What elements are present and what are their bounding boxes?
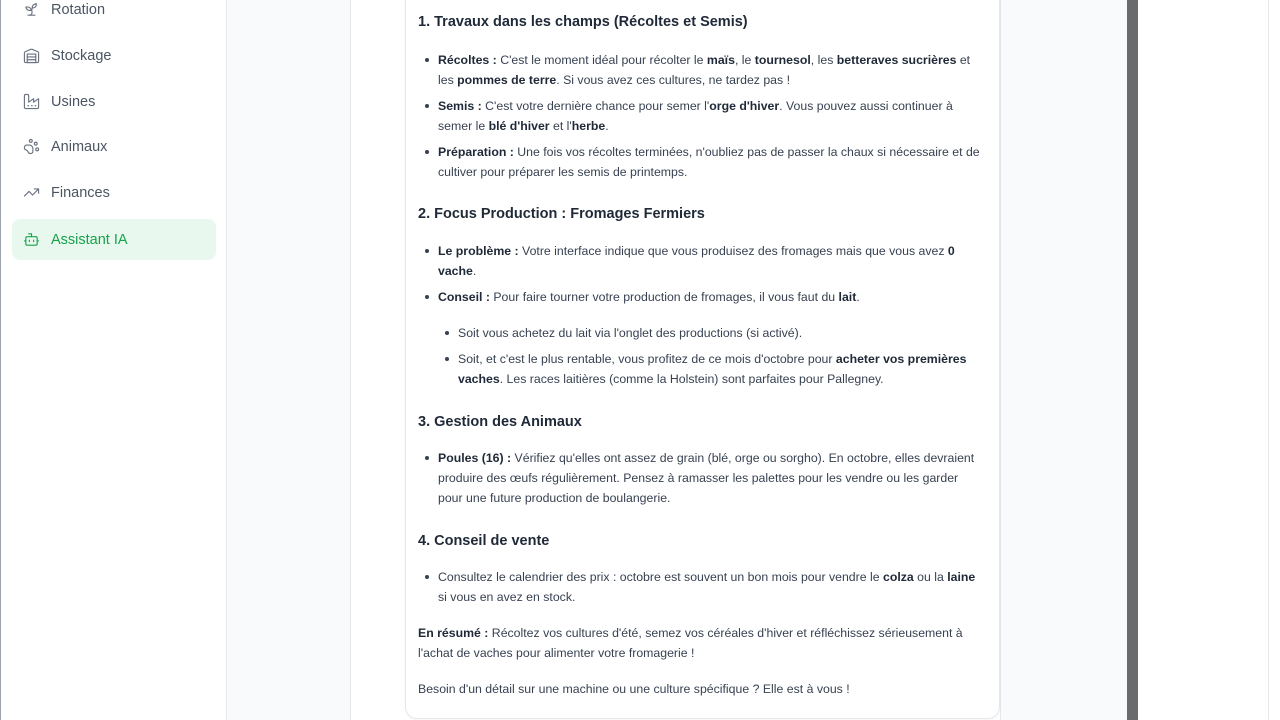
bullet-list — [438, 448, 978, 514]
factory-icon — [22, 93, 40, 111]
bot-icon — [22, 231, 40, 249]
list-item: Poules (16) : Vérifiez qu'elles ont assez de grain (blé, orge ou sorgho). En octobre, elles devraient produire des œufs régulièrement. Pensez à ramasser les palettes pour les vendre ou les garder pour une future production de boulangerie. — [438, 448, 978, 508]
section-heading: 1. Travaux dans les champs (Récoltes et Semis) — [418, 14, 748, 30]
paw-icon — [22, 138, 40, 156]
section-heading: 3. Gestion des Animaux — [418, 414, 582, 430]
sidebar-item-finances[interactable] — [12, 172, 216, 213]
sidebar-item-label: Usines — [51, 93, 96, 110]
sidebar-item-label: Stockage — [51, 47, 112, 64]
section-heading: 4. Conseil de vente — [418, 533, 550, 549]
list-item: Conseil : Pour faire tourner votre production de fromages, il vous faut du lait. — [438, 287, 990, 307]
list-item: Soit vous achetez du lait via l'onglet des productions (si activé). — [458, 323, 988, 343]
closing-paragraph: Besoin d'un détail sur une machine ou une culture spécifique ? Elle est à vous ! — [418, 682, 850, 696]
bullet-list — [438, 50, 986, 188]
sidebar — [1, 0, 227, 720]
bullet-list — [438, 241, 990, 313]
scrollbar[interactable] — [1127, 0, 1138, 720]
right-panel — [1138, 0, 1280, 720]
divider — [1268, 0, 1269, 720]
list-item: Préparation : Une fois vos récoltes terminées, n'oubliez pas de passer la chaux si nécessaire et de cultiver pour préparer les semis de printemps. — [438, 142, 986, 182]
list-item: Récoltes : C'est le moment idéal pour récolter le maïs, le tournesol, les betteraves sucrières et les pommes de terre. Si vous avez ces cultures, ne tardez pas ! — [438, 50, 986, 90]
summary-paragraph: En résumé : Récoltez vos cultures d'été, semez vos céréales d'hiver et réfléchissez sérieusement à l'achat de vaches pour alimenter votre fromagerie ! — [418, 626, 963, 660]
bullet-list — [438, 567, 986, 613]
assistant-message — [405, 0, 1000, 719]
warehouse-icon — [22, 47, 40, 65]
sidebar-item-rotation[interactable] — [12, 0, 216, 30]
sub-bullet-list — [458, 323, 988, 395]
list-item: Semis : C'est votre dernière chance pour semer l'orge d'hiver. Vous pouvez aussi continuer à semer le blé d'hiver et l'herbe. — [438, 96, 986, 136]
sprout-icon — [22, 1, 40, 19]
list-item: Le problème : Votre interface indique que vous produisez des fromages mais que vous avez 0 vache. — [438, 241, 990, 281]
sidebar-item-animaux[interactable] — [12, 126, 216, 167]
sidebar-item-stockage[interactable] — [12, 35, 216, 76]
sidebar-item-label: Animaux — [51, 138, 108, 155]
sidebar-item-assistant-ia[interactable] — [12, 219, 216, 260]
sidebar-item-label: Assistant IA — [51, 231, 128, 248]
list-item: Consultez le calendrier des prix : octobre est souvent un bon mois pour vendre le colza ou la laine si vous en avez en stock. — [438, 567, 986, 607]
section-heading: 2. Focus Production : Fromages Fermiers — [418, 206, 705, 222]
main-content — [227, 0, 1127, 720]
trending-up-icon — [22, 184, 40, 202]
list-item: Soit, et c'est le plus rentable, vous profitez de ce mois d'octobre pour acheter vos premières vaches. Les races laitières (comme la Holstein) sont parfaites pour Pallegney. — [458, 349, 988, 389]
sidebar-item-label: Finances — [51, 184, 110, 201]
sidebar-item-usines[interactable] — [12, 81, 216, 122]
sidebar-item-label: Rotation — [51, 1, 106, 18]
chat-column[interactable] — [350, 0, 1001, 720]
